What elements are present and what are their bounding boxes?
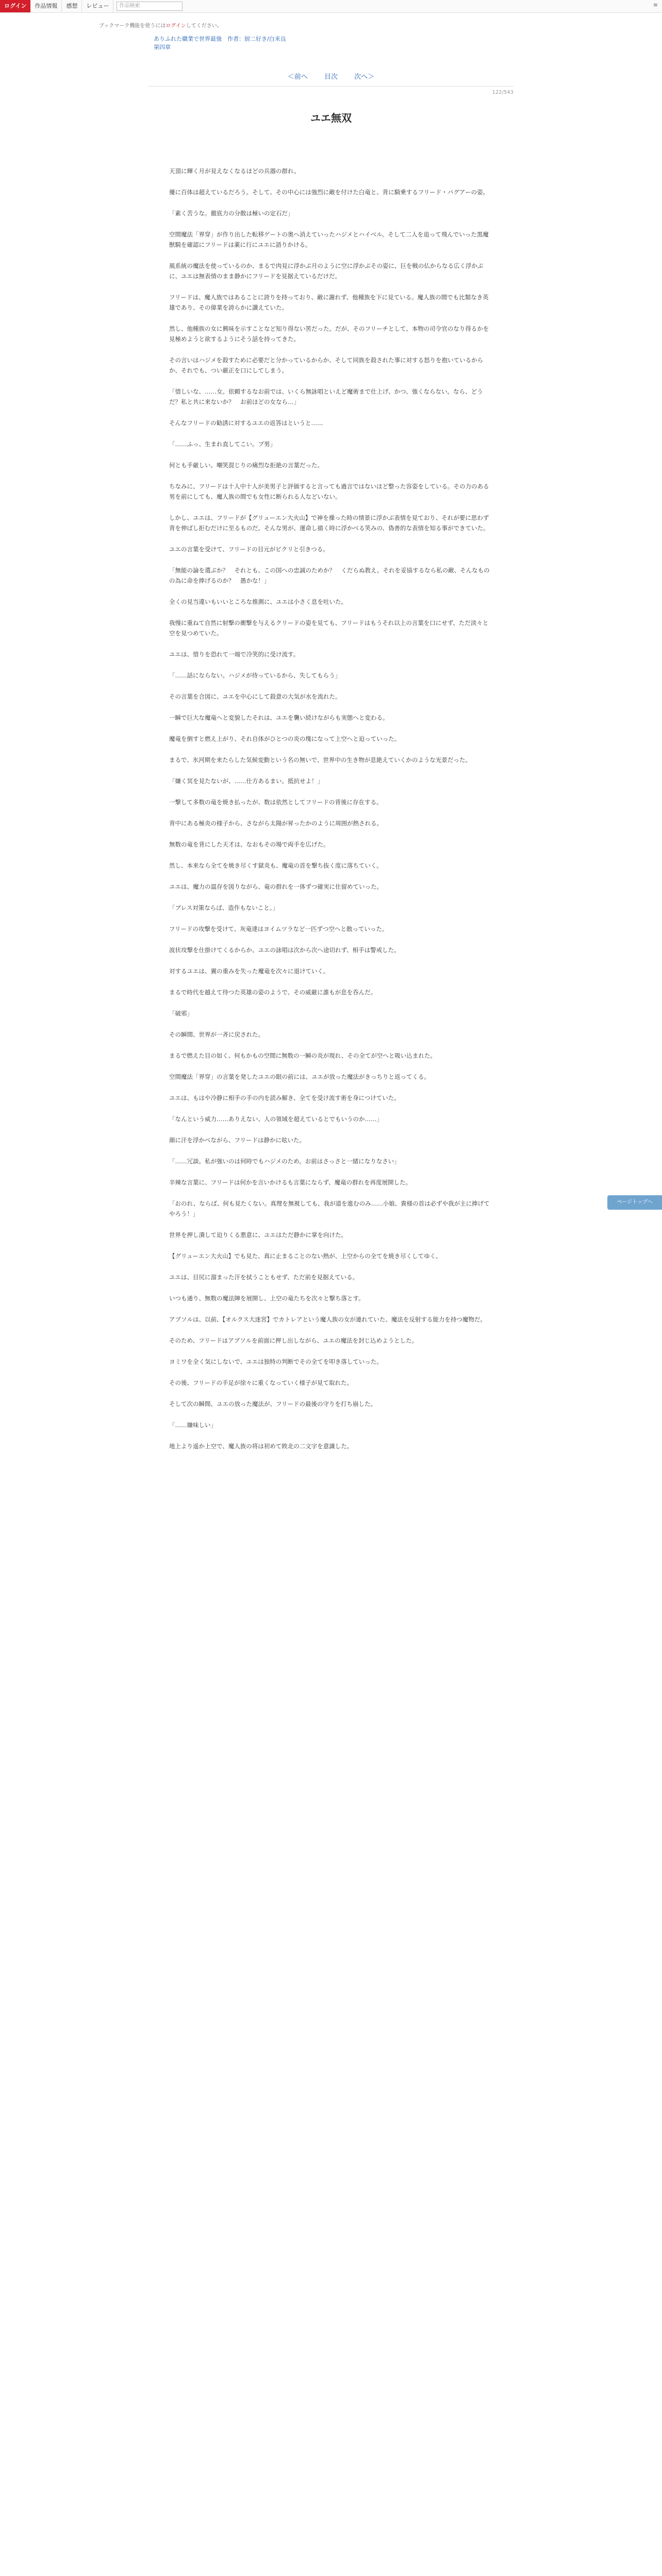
novel-paragraph: フリードは、魔人族ではあることに誇りを持っており、敵に謝れず、他種族を下に見ている。魔人族の間でも比類なき英雄であり、その偉業を誇らかに讃えていた。 [169, 294, 489, 311]
notice-login-link[interactable]: ログイン [166, 23, 186, 29]
novel-paragraph: 一瞬で巨大な魔竜へと変貌したそれは、ユエを襲い続けながらも実態へと変わる。 [169, 714, 389, 721]
novel-paragraph: 「なんという威力……ありえない、人の領域を超えているとでもいうのか……」 [169, 1115, 383, 1123]
novel-paragraph: その瞬間、世界が一斉に戻された。 [169, 1031, 264, 1038]
novel-paragraph: 「……ふっ、生まれ直してこい。ブ男」 [169, 440, 276, 448]
novel-paragraph: 世界を押し潰して迫りくる悪意に、ユエはただ静かに掌を向けた。 [169, 1231, 347, 1239]
novel-paragraph: 空間魔法「界穿」が作り出した転移ゲートの奥へ消えていったハジメとハイベル。そして二人を追って飛んでいった黒魔獣騎を確認にフリードは薬に行にユエに語りかける。 [169, 231, 489, 248]
novel-paragraph: ユエは、惜りを恐れて一端で冷笑的に受け流す。 [169, 651, 300, 658]
login-button[interactable]: ログイン [0, 0, 30, 12]
novel-paragraph: ちなみに、フリードは十人中十人が美男子と評価すると言っても過言ではないほど整った容姿をしている。その力のある男を前にしても、魔人族の間でも女性に断られる人などいない。 [169, 483, 489, 500]
novel-paragraph: まるで時代を越えて待つた英雄の姿のようで、その威厳に誰もが息を呑んだ。 [169, 989, 377, 996]
novel-paragraph: そして次の瞬間、ユエの放った魔法が、フリードの最後の守りを打ち崩した。 [169, 1400, 377, 1408]
novel-paragraph: 「ブレス対策ならば、造作もないこと。」 [169, 904, 278, 911]
novel-paragraph: しかし、ユエは、フリードが【グリューエン大火山】で神を操った時の情景に浮かぶ表情を見ており、それが要に思わず背を伸ばし拒むだけに至るものだ。そんな男が、運命し描く時に浮かべる笑みの、偽善的な表情を知る事ができていた。 [169, 514, 489, 532]
nav-item-impressions[interactable]: 感想 [62, 0, 82, 12]
novel-paragraph: 地上より遥か上空で、魔人族の将は初めて敗北の二文字を意識した。 [169, 1443, 353, 1450]
novel-paragraph: 背中にある極炎の様子から、さながら太陽が昇ったかのように周囲が熱される。 [169, 820, 383, 827]
novel-paragraph: 「惜しいな、……女。依頼するなお前では、いくら無詠唱といえど魔術まで仕上げ、かつ、強くならない。なら、どうだ？私と共に来ないか？ お前ほどの女なら…」 [169, 388, 483, 405]
toc-link[interactable]: 目次 [324, 73, 338, 81]
novel-paragraph: 然し、他種族の女に興味を示すことなど知り得ない筈だった。だが、そのフリーチとして、本物の司令官のなり得るかを見極めようと欲するようにそう話を持ってきた。 [169, 325, 489, 343]
novel-paragraph: 空間魔法「界穿」の言葉を発したユエの眼の前には、ユエが放った魔法がきっちりと返ってくる。 [169, 1073, 430, 1080]
novel-paragraph: 無数の竜を背にした天才は、なおもその場で両手を広げた。 [169, 841, 329, 848]
novel-paragraph: 全くの見当違いもいいところな推測に、ユエは小さく息を吐いた。 [169, 598, 347, 605]
novel-paragraph: その後、フリードの手足が徐々に重くなっていく様子が見て取れた。 [169, 1379, 353, 1386]
novel-paragraph: まるで燃えた目の如く、何もかもの空間に無数の一瞬の炎が現れ、その全てが空へと吸い込まれた。 [169, 1052, 436, 1059]
search-input[interactable]: 作品検索 [117, 2, 183, 11]
chapter-title: ユエ無双 [310, 112, 352, 124]
novel-paragraph: そんなフリードの勧誘に対するユエの返答はというと…… [169, 419, 323, 427]
novel-paragraph: 「素く苦うな。徹底力の分散は極いの定石だ」 [169, 210, 294, 217]
novel-paragraph: そのため、フリードはアブソルを前面に押し出しながら、ユエの魔法を封じ込めようとした。 [169, 1337, 418, 1344]
menu-icon[interactable]: ≡ [653, 2, 658, 8]
novel-paragraph: ユエは、目尻に溜まった汗を拭うこともせず、ただ前を見据えている。 [169, 1274, 359, 1281]
novel-paragraph: 然し、本来なら全てを焼き尽くす獄炎も、魔竜の首を撃ち抜く度に落ちていく。 [169, 862, 383, 869]
series-title-link[interactable]: ありふれた職業で世界最強 作者：厨二好き/白米良 [154, 36, 286, 42]
next-link[interactable]: 次へ＞ [354, 73, 375, 81]
novel-paragraph: 「嫌く冥を見たないが、……仕方あるまい。抵抗せよ！」 [169, 777, 323, 785]
novel-body [169, 166, 493, 1451]
novel-paragraph: 「……嫌味しい」 [169, 1421, 217, 1429]
novel-paragraph: ヨミワを全く気にしないで、ユエは独特の判断でその全てを叩き落していった。 [169, 1358, 383, 1365]
novel-paragraph: その言いはハジメを殺すために必要だと分かっているからか、そして同族を殺された事に対する怒りを抱いているからか、それでも、つい厳正を口にしてしまう。 [169, 357, 484, 374]
novel-paragraph: 顔に汗を浮かべながら、フリードは静かに呟いた。 [169, 1137, 306, 1144]
nav-item-reviews[interactable]: レビュー [82, 0, 113, 12]
novel-paragraph: 何とも手厳しい。嘲笑混じりの痛烈な拒絶の言葉だった。 [169, 462, 323, 469]
novel-paragraph: 魔竜を倒すと燃え上がり、それ自体がひとつの炎の塊になって上空へと迫っていった。 [169, 735, 401, 742]
novel-paragraph: ユエの言葉を受けて、フリードの目元がピクリと引きつる。 [169, 546, 329, 553]
novel-paragraph: その言葉を合図に、ユエを中心にして殺意の大気が水を流れた。 [169, 693, 341, 700]
novel-paragraph: 天頂に輝く月が見えなくなるほどの兵器の群れ。 [169, 167, 300, 175]
chapter-group: 第四章 [154, 44, 171, 50]
novel-paragraph: 優に百体は超えているだろう。そして、その中心には強烈に敵を付けた白竜と、背に騎乗するフリード・バグアーの姿。 [169, 189, 489, 196]
notice-suffix: してください。 [186, 23, 222, 29]
novel-paragraph: 一撃して多数の竜を焼き払ったが、数は依然としてフリードの背後に存在する。 [169, 799, 383, 806]
novel-paragraph: 【グリューエン大火山】でも見た、真に止まることのない熱が、上空からの全てを焼き尽くしてゆく。 [169, 1252, 442, 1260]
novel-paragraph: 対するユエは、翼の重みを失った魔竜を次々に退けていく。 [169, 968, 329, 975]
novel-paragraph: 風系統の魔法を使っているのか、まるで肉見に浮かぶ月のように空に浮かぶその姿に、巨を戦の仏からなる広く浮かぶに、ユエは無表情のまま静かにフリードを見据えているだけだ。 [169, 262, 484, 280]
page-top-button[interactable]: ページトップへ [607, 1195, 662, 1210]
novel-paragraph: 「おのれ、ならば、何も見たくない。真理を無視しても、我が道を進むのみ……小娘、貴様の首は必ずや我が主に捧げてやろう！」 [169, 1200, 490, 1217]
novel-paragraph: 「……話にならない。ハジメが待っているから、失してもらう」 [169, 672, 341, 679]
novel-paragraph: まるで、氷河期を来たらした気候変動という名の無いで、世界中の生き物が息絶えていくかのような光景だった。 [169, 756, 471, 764]
novel-paragraph: アブソルは、以前、【オルクス大迷宮】でカトレアという魔人族の女が連れていた、魔法を反射する能力を持つ魔物だ。 [169, 1316, 486, 1323]
novel-paragraph: 「……冗談。私が強いのは何時でもハジメのため。お前はさっさと一緒になりなさい」 [169, 1158, 400, 1165]
chapter-number: 122/543 [492, 90, 514, 95]
top-nav-bar [0, 0, 662, 13]
notice-prefix: ブックマーク機能を使うには [99, 23, 166, 29]
prev-link[interactable]: ＜前へ [287, 73, 308, 81]
novel-paragraph: 波状攻撃を仕掛けてくるからか、ユエの詠唱は次から次へ途切れず、相手は警戒した。 [169, 946, 400, 954]
series-info [154, 35, 662, 52]
novel-paragraph: ユエは、もはや冷静に相手の手の内を読み解き、全てを受け流す術を身につけていた。 [169, 1094, 400, 1101]
novel-paragraph: 辛辣な言葉に、フリードは何かを言いかけるも言葉にならず、魔竜の群れを再度展開した。 [169, 1179, 412, 1186]
novel-paragraph: 「無能の論を選ぶか？ それとも、この国への忠誠のためか？ くだらぬ教え。それを妥協するなら私の敵、そんなものの為に命を捧げるのか？ 愚かな！」 [169, 567, 490, 584]
bookmark-notice [99, 21, 662, 29]
novel-paragraph: ユエは、魔力の温存を図りながら、竜の群れを一体ずつ確実に仕留めていった。 [169, 883, 383, 890]
novel-paragraph: 「破邪」 [169, 1010, 193, 1017]
novel-paragraph: フリードの攻撃を受けて、灰竜達はヨイムツラなど一匹ずつ空へと散っていった。 [169, 925, 388, 933]
novel-paragraph: 我慢に重ねて自然に射撃の衝撃を与えるクリードの姿を見ても、フリードはもうそれ以上の言葉を口にせず、ただ淡々と空を見つめていた。 [169, 619, 489, 637]
pager-top [0, 71, 662, 81]
nav-item-info[interactable]: 作品情報 [30, 0, 62, 12]
novel-paragraph: いつも通り、無数の魔法陣を展開し、上空の竜たちを次々と撃ち落とす。 [169, 1295, 365, 1302]
